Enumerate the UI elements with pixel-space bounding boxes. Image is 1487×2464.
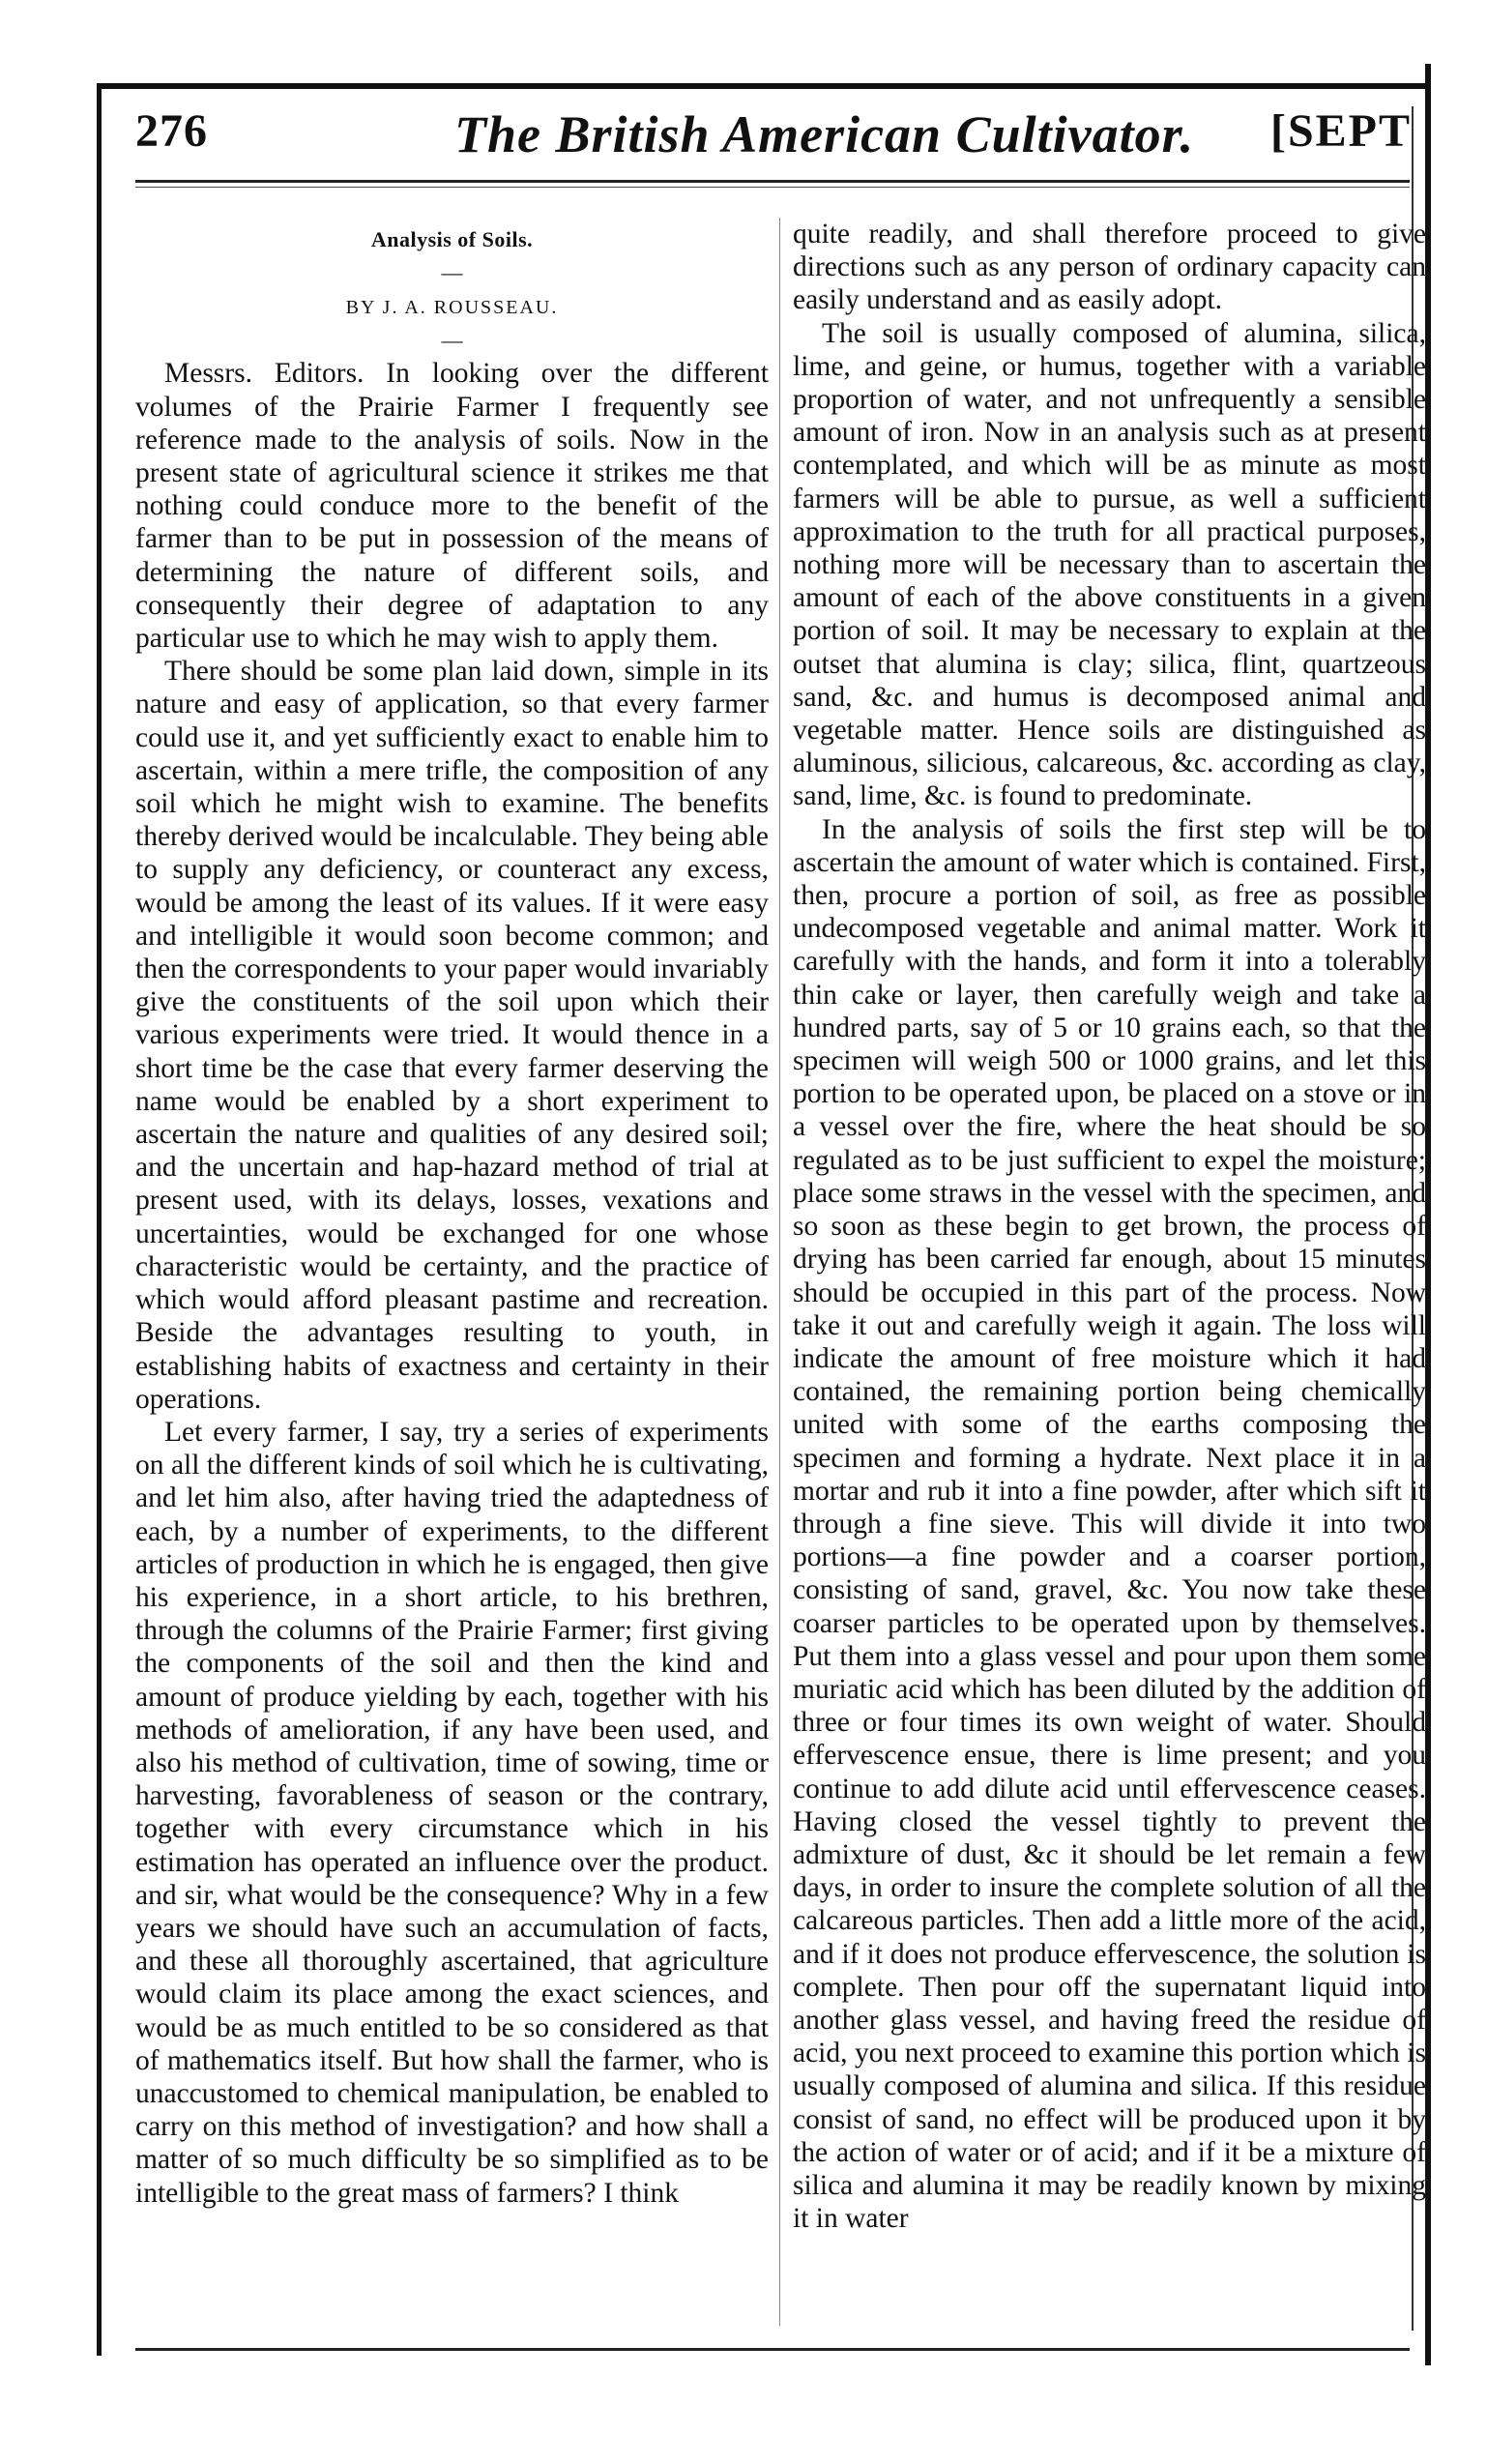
- column-divider: [779, 218, 780, 2326]
- header-rule-thin: [135, 187, 1410, 188]
- page-number: 276: [135, 105, 208, 157]
- left-column: [135, 218, 769, 2210]
- frame-top-rule: [97, 83, 1431, 89]
- paragraph: Messrs. Editors. In looking over the different volumes of the Prairie Farmer I frequently see reference made to the analysis of soils. Now in the present state of agricultural science it strikes me that nothing could conduce more to the benefit of the farmer than to be put in possession of the means of determining the nature of different soils, and consequently their degree of adaptation to any particular use to which he may wish to apply them.: [135, 358, 769, 655]
- paragraph: The soil is usually composed of alumina, silica, lime, and geine, or humus, together with a variable proportion of water, and not unfrequently a sensible amount of iron. Now in an analysis such as at present contemplated, and which will be as minute as most farmers will be able to pursue, as well a sufficient approximation to the truth for all practical purposes, nothing more will be necessary than to ascertain the amount of each of the above constituents in a given portion of soil. It may be necessary to explain at the outset that alumina is clay; silica, flint, quartzeous sand, &c. and humus is decomposed animal and vegetable matter. Hence soils are distinguished as aluminous, silicious, calcareous, &c. according as clay, sand, lime, &c. is found to predominate.: [793, 317, 1426, 812]
- article-byline: BY J. A. ROUSSEAU.: [345, 297, 559, 319]
- title-dash: —: [441, 260, 463, 285]
- page-header: [135, 104, 1412, 172]
- paragraph: quite readily, and shall therefore proceed to give directions such as any person of ordinary capacity can easily understand and as easily adopt.: [793, 219, 1426, 316]
- right-column: [793, 218, 1426, 2235]
- paragraph: Let every farmer, I say, try a series of experiments on all the different kinds of soil which he is cultivating, and let him also, after having tried the adaptedness of each, by a number of experiments, to the different articles of production in which he is engaged, then give his experience, in a short article, to his brethren, through the columns of the Prairie Farmer; first giving the components of the soil and then the kind and amount of produce yielding by each, together with his methods of amelioration, if any have been used, and also his method of cultivation, time of sowing, time or harvesting, favorableness of season or the contrary, together with every circumstance which in his estimation has operated an influence over the product. and sir, what would be the consequence? Why in a few years we should have such an accumulation of facts, and these all thoroughly ascertained, that agriculture would claim its place among the exact sciences, and would be as much entitled to be so considered as that of mathematics itself. But how shall the farmer, who is unaccustomed to chemical manipulation, be enabled to carry on this method of investigation? and how shall a matter of so much difficulty be so simplified as to be intelligible to the great mass of farmers? I think: [135, 1416, 769, 2209]
- running-title: The British American Cultivator.: [454, 105, 1195, 163]
- running-month: [SEPT: [1269, 105, 1412, 157]
- paragraph: In the analysis of soils the first step will be to ascertain the amount of water which is contained. First, then, procure a portion of soil, as free as possible undecomposed vegetable and animal matter. Work it carefully with the hands, and form it into a tolerably thin cake or layer, then carefully weigh and take a hundred parts, say of 5 or 10 grains each, so that the specimen will weigh 500 or 1000 grains, and let this portion to be operated upon, be placed on a stove or in a vessel over the fire, where the heat should be so regulated as to be just sufficient to expel the moisture; place some straws in the vessel with the specimen, and so soon as these begin to get brown, the process of drying has been carried far enough, about 15 minutes should be occupied in this part of the process. Now take it out and carefully weigh it again. The loss will indicate the amount of free moisture which it had contained, the remaining portion being chemically united with some of the earths composing the specimen and forming a hydrate. Next place it in a mortar and rub it into a fine powder, after which sift it through a fine sieve. This will divide it into two portions—a fine powder and a coarser portion, consisting of sand, gravel, &c. You now take these coarser particles to be operated upon by themselves. Put them into a glass vessel and pour upon them some muriatic acid which has been diluted by the addition of three or four times its own weight of water. Should effervescence ensue, there is lime present; and you continue to add dilute acid until effervescence ceases. Having closed the vessel tightly to prevent the admixture of dust, &c it should be let remain a few days, in order to insure the complete solution of all the calcareous particles. Then add a little more of the acid, and if it does not produce effervescence, the solution is complete. Then pour off the supernatant liquid into another glass vessel, and having freed the residue of acid, you next proceed to examine this portion which is usually composed of alumina and silica. If this residue consist of sand, no effect will be produced upon it by the action of water or of acid; and if it be a mixture of silica and alumina it may be readily known by mixing it in water: [793, 813, 1426, 2235]
- byline-dash: —: [441, 328, 463, 353]
- frame-left-rule: [97, 83, 102, 2356]
- bottom-rule: [135, 2348, 1410, 2351]
- paragraph: There should be some plan laid down, simple in its nature and easy of application, so that every farmer could use it, and yet sufficiently exact to enable him to ascertain, within a mere trifle, the composition of any soil which he might wish to examine. The benefits thereby derived would be incalculable. They being able to supply any deficiency, or counteract any excess, would be among the least of its values. If it were easy and intelligible it would soon become common; and then the correspondents to your paper would invariably give the constituents of the soil upon which their various experiments were tried. It would thence in a short time be the case that every farmer deserving the name would be enabled by a short experiment to ascertain the nature and qualities of any desired soil; and the uncertain and hap-hazard method of trial at present used, with its delays, losses, vexations and uncertainties, would be exchanged for one whose characteristic would be certainty, and the practice of which would afford pleasant pastime and recreation. Beside the advantages resulting to youth, in establishing habits of exactness and certainty in their operations.: [135, 656, 769, 1415]
- header-rule: [135, 180, 1410, 183]
- article-title: Analysis of Soils.: [370, 227, 534, 251]
